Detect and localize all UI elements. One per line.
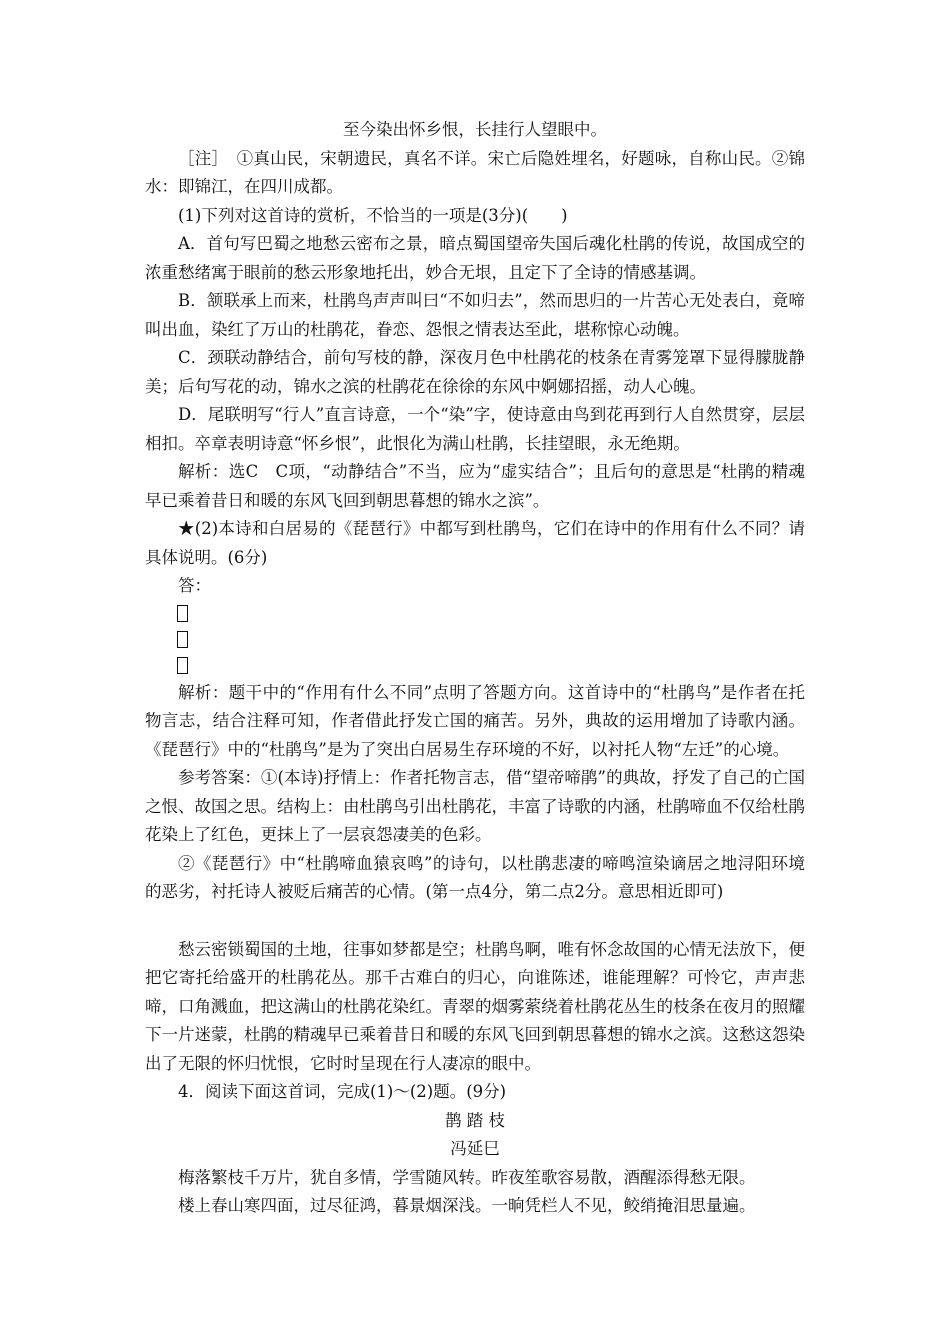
option-d: D．尾联明写“行人”直言诗意，一个“染”字，使诗意由鸟到花再到行人自然贯穿，层层相扣。卒章表明诗意“怀乡恨”，此恨化为满山杜鹃，长挂望眼，永无绝期。 <box>145 405 805 453</box>
answer-box[interactable] <box>177 631 188 648</box>
section-gap <box>145 907 805 936</box>
answer-box[interactable] <box>177 657 188 674</box>
reference-answer-2: ②《琵琶行》中“杜鹃啼血猿哀鸣”的诗句，以杜鹃悲凄的啼鸣渲染谪居之地浔阳环境的恶劣，衬托诗人被贬后痛苦的心情。(第一点4分，第二点2分。意思相近即可) <box>145 853 805 901</box>
document-page <box>145 116 805 1221</box>
ci-line-1: 梅落繁枝千万片，犹自多情，学雪随风转。昨夜笙歌容易散，酒醒添得愁无限。 <box>178 1167 756 1187</box>
question-4-stem: 4．阅读下面这首词，完成(1)～(2)题。(9分) <box>178 1082 507 1101</box>
reference-answer-1: 参考答案：①(本诗)抒情上：作者托物言志，借“望帝啼鹃”的典故，抒发了自己的亡国之恨、故国之思。结构上：由杜鹃鸟引出杜鹃花，丰富了诗歌的内涵，杜鹃啼血不仅给杜鹃花染上了红色，更抹上了一层哀怨凄美的色彩。 <box>145 768 805 844</box>
question-1-stem: (1)下列对这首诗的赏析，不恰当的一项是(3分)( ) <box>178 205 568 225</box>
poem-note: ［注］ ①真山民，宋朝遗民，真名不详。宋亡后隐姓埋名，好题咏，自称山民。②锦水：即锦江，在四川成都。 <box>145 148 805 196</box>
question-2-stem: ★(2)本诗和白居易的《琵琶行》中都写到杜鹃鸟，它们在诗中的作用有什么不同？请具体说明。(6分) <box>145 519 805 567</box>
ci-author: 冯延巳 <box>450 1139 500 1158</box>
question-2-analysis: 解析：题干中的“作用有什么不同”点明了答题方向。这首诗中的“杜鹃鸟”是作者在托物言志，结合注释可知，作者借此抒发亡国的痛苦。另外，典故的运用增加了诗歌内涵。《琵琶行》中的“杜鹃鸟”是为了突出白居易生存环境的不好，以衬托人物“左迁”的心境。 <box>145 682 805 759</box>
poem-translation: 愁云密锁蜀国的土地，往事如梦都是空；杜鹃鸟啊，唯有怀念故国的心情无法放下，便把它寄托给盛开的杜鹃花丛。那千古难白的归心，向谁陈述，谁能理解？可怜它，声声悲啼，口角溅血，把这满山的杜鹃花染红。青翠的烟雾萦绕着杜鹃花丛生的枝条在夜月的照耀下一片迷蒙，杜鹃的精魂早已乘着昔日和暖的东风飞回到朝思暮想的锦水之滨。这愁这怨染出了无限的怀归忧恨，它时时呈现在行人凄凉的眼中。 <box>145 939 805 1073</box>
answer-line-2[interactable] <box>145 627 805 653</box>
poem-last-line: 至今染出怀乡恨，长挂行人望眼中。 <box>343 120 607 139</box>
option-b: B．颔联承上而来，杜鹃鸟声声叫曰“不如归去”，然而思归的一片苦心无处表白，竟啼叫出血，染红了万山的杜鹃花，眷恋、怨恨之情表达至此，堪称惊心动魄。 <box>145 291 805 339</box>
option-a: A．首句写巴蜀之地愁云密布之景，暗点蜀国望帝失国后魂化杜鹃的传说，故国成空的浓重愁绪寓于眼前的愁云形象地托出，妙合无垠，且定下了全诗的情感基调。 <box>145 234 805 282</box>
answer-label: 答： <box>178 576 211 595</box>
answer-box[interactable] <box>177 605 188 622</box>
answer-line-3[interactable] <box>145 653 805 679</box>
answer-line-1[interactable] <box>145 601 805 627</box>
ci-line-2: 楼上春山寒四面，过尽征鸿，暮景烟深浅。一晌凭栏人不见，鲛绡掩泪思量遍。 <box>178 1196 756 1215</box>
ci-title: 鹊 踏 枝 <box>445 1110 505 1130</box>
question-1-analysis: 解析：选C C项，“动静结合”不当，应为“虚实结合”；且后句的意思是“杜鹃的精魂早已乘着昔日和暖的东风飞回到朝思暮想的锦水之滨”。 <box>145 462 805 510</box>
option-c: C．颈联动静结合，前句写枝的静，深夜月色中杜鹃花的枝条在青雾笼罩下显得朦胧静美；后句写花的动，锦水之滨的杜鹃花在徐徐的东风中婀娜招摇，动人心魄。 <box>145 348 805 396</box>
